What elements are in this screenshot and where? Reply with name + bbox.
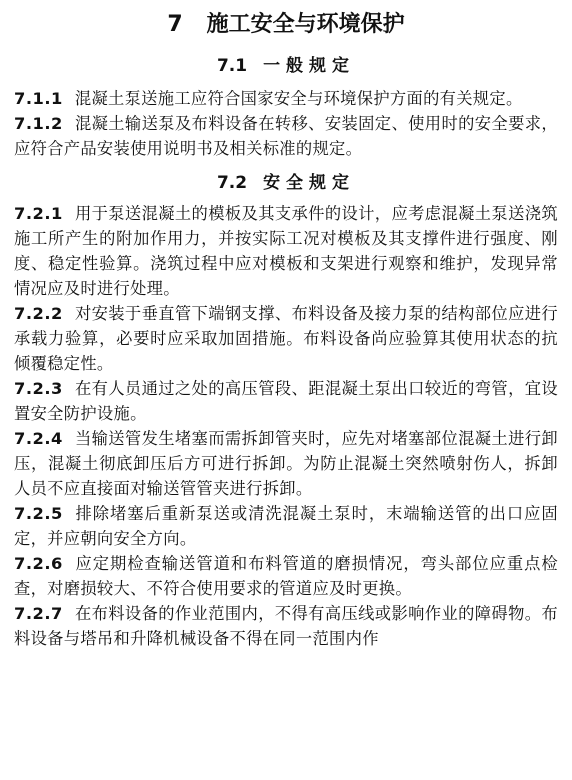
clause-number: 7.1.1 bbox=[14, 89, 63, 108]
clause-text: 混凝土输送泵及布料设备在转移、安装固定、使用时的安全要求，应符合产品安装使用说明书及相关标准的规定。 bbox=[14, 114, 558, 158]
chapter-title-text: 施工安全与环境保护 bbox=[206, 12, 405, 37]
section-number: 7.1 bbox=[216, 56, 248, 76]
clause-text: 排除堵塞后重新泵送或清洗混凝土泵时，末端输送管的出口应固定，并应朝向安全方向。 bbox=[14, 504, 558, 548]
clause bbox=[14, 86, 558, 111]
clause bbox=[14, 501, 558, 551]
clause bbox=[14, 426, 558, 501]
clause-text: 对安装于垂直管下端钢支撑、布料设备及接力泵的结构部位应进行承载力验算，必要时应采取加固措施。布料设备尚应验算其使用状态的抗倾覆稳定性。 bbox=[14, 304, 558, 373]
chapter-number: 7 bbox=[167, 12, 183, 37]
clause bbox=[14, 376, 558, 426]
clause-number: 7.2.1 bbox=[14, 204, 63, 223]
section-title bbox=[14, 48, 558, 84]
clause-number: 7.2.3 bbox=[14, 379, 63, 398]
section-title-text: 安全规定 bbox=[263, 173, 356, 193]
clause-text: 在有人员通过之处的高压管段、距混凝土泵出口较近的弯管，宜设置安全防护设施。 bbox=[14, 379, 558, 423]
clause-text: 混凝土泵送施工应符合国家安全与环境保护方面的有关规定。 bbox=[74, 89, 523, 108]
clause-text: 用于泵送混凝土的模板及其支承件的设计，应考虑混凝土泵送浇筑施工所产生的附加作用力，并按实际工况对模板及其支撑件进行强度、刚度、稳定性验算。浇筑过程中应对模板和支架进行观察和维护，发现异常情况应及时进行处理。 bbox=[14, 204, 558, 298]
clause bbox=[14, 201, 558, 301]
clause-text: 在布料设备的作业范围内，不得有高压线或影响作业的障碍物。布料设备与塔吊和升降机械设备不得在同一范围内作 bbox=[14, 604, 558, 648]
clause bbox=[14, 111, 558, 161]
clause-text: 应定期检查输送管道和布料管道的磨损情况，弯头部位应重点检查，对磨损较大、不符合使用要求的管道应及时更换。 bbox=[14, 554, 558, 598]
section-number: 7.2 bbox=[216, 173, 248, 193]
clause-number: 7.2.2 bbox=[14, 304, 63, 323]
clause-text: 当输送管发生堵塞而需拆卸管夹时，应先对堵塞部位混凝土进行卸压，混凝土彻底卸压后方可进行拆卸。为防止混凝土突然喷射伤人，拆卸人员不应直接面对输送管管夹进行拆卸。 bbox=[14, 429, 558, 498]
section-title-text: 一般规定 bbox=[263, 56, 356, 76]
clause-number: 7.2.4 bbox=[14, 429, 63, 448]
clause bbox=[14, 301, 558, 376]
chapter-title bbox=[14, 0, 558, 48]
clause bbox=[14, 601, 558, 651]
clause-number: 7.2.5 bbox=[14, 504, 63, 523]
clause bbox=[14, 551, 558, 601]
clause-number: 7.2.6 bbox=[14, 554, 63, 573]
clause-number: 7.2.7 bbox=[14, 604, 63, 623]
section-title bbox=[14, 165, 558, 201]
clause-number: 7.1.2 bbox=[14, 114, 63, 133]
